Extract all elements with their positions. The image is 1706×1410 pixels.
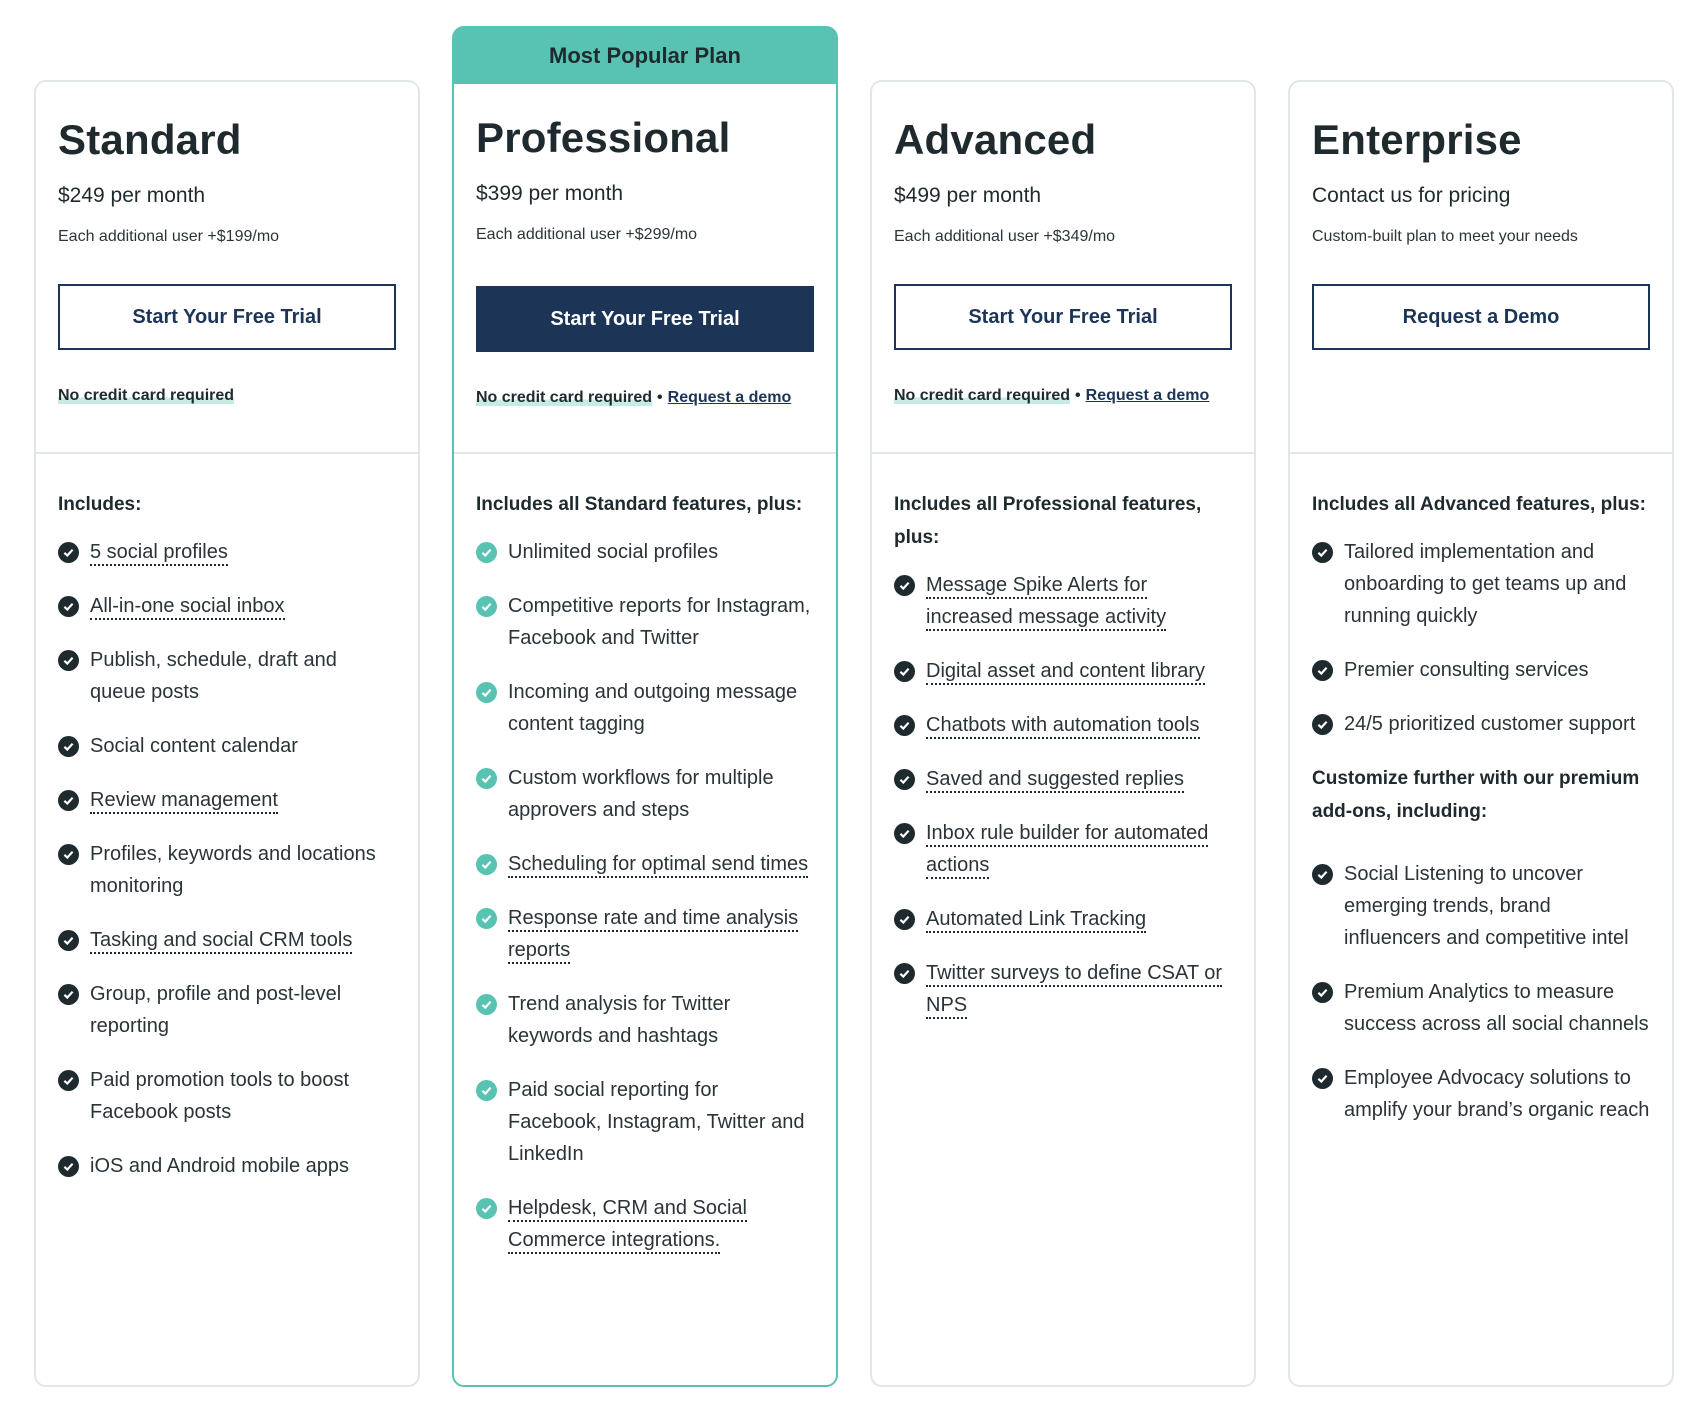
- check-icon: [58, 736, 79, 757]
- feature-item: Incoming and outgoing message content tagging: [476, 676, 814, 740]
- addon-item: Social Listening to uncover emerging trends, brand influencers and competitive intel: [1312, 858, 1650, 954]
- no-credit-card-text: No credit card required: [894, 387, 1071, 404]
- check-icon: [58, 984, 79, 1005]
- feature-list: [58, 536, 396, 1182]
- feature-item[interactable]: Scheduling for optimal send times: [476, 848, 814, 880]
- feature-item: iOS and Android mobile apps: [58, 1150, 396, 1182]
- plan-description: Custom-built plan to meet your needs: [1312, 228, 1578, 245]
- check-icon: [894, 963, 915, 984]
- check-icon: [894, 823, 915, 844]
- separator-dot: •: [1075, 387, 1081, 404]
- plan-features: [454, 454, 836, 1256]
- feature-item[interactable]: Review management: [58, 784, 396, 816]
- start-free-trial-button[interactable]: Start Your Free Trial: [58, 284, 396, 350]
- check-icon: [894, 575, 915, 596]
- plan-header: [1290, 82, 1672, 452]
- request-demo-link[interactable]: Request a demo: [1085, 387, 1210, 404]
- no-credit-card-text: No credit card required: [476, 389, 653, 406]
- plan-header: [36, 82, 418, 452]
- check-icon: [894, 661, 915, 682]
- plan-card-standard: [34, 80, 420, 1387]
- includes-title: Includes all Professional features, plus:: [894, 494, 1202, 548]
- feature-item[interactable]: 5 social profiles: [58, 536, 396, 568]
- feature-item[interactable]: Twitter surveys to define CSAT or NPS: [894, 957, 1232, 1021]
- check-icon: [58, 650, 79, 671]
- addon-item: Employee Advocacy solutions to amplify your brand’s organic reach: [1312, 1062, 1650, 1126]
- check-icon: [894, 769, 915, 790]
- feature-item: Tailored implementation and onboarding to get teams up and running quickly: [1312, 536, 1650, 632]
- feature-item[interactable]: Helpdesk, CRM and Social Commerce integrations.: [476, 1192, 814, 1256]
- plan-price: $249 per month: [58, 184, 206, 207]
- check-icon: [476, 1198, 497, 1219]
- feature-list: [894, 569, 1232, 1021]
- plan-card-professional: [452, 26, 838, 1387]
- plan-card-enterprise: [1288, 80, 1674, 1387]
- feature-item: Publish, schedule, draft and queue posts: [58, 644, 396, 708]
- includes-title: Includes all Standard features, plus:: [476, 494, 803, 515]
- includes-title: Includes all Advanced features, plus:: [1312, 494, 1647, 515]
- no-credit-card-text: No credit card required: [58, 387, 235, 404]
- feature-item: Unlimited social profiles: [476, 536, 814, 568]
- check-icon: [476, 682, 497, 703]
- check-icon: [1312, 660, 1333, 681]
- addons-title: Customize further with our premium add-ons, including:: [1312, 768, 1640, 822]
- plan-name: Standard: [58, 116, 242, 163]
- plan-features: [1290, 454, 1672, 1126]
- plan-card-advanced: [870, 80, 1256, 1387]
- request-demo-link[interactable]: Request a demo: [667, 389, 792, 406]
- plan-note: [894, 387, 1209, 405]
- plan-price: $399 per month: [476, 182, 624, 205]
- addon-list: [1312, 858, 1650, 1126]
- check-icon: [476, 542, 497, 563]
- plan-features: [872, 454, 1254, 1021]
- feature-item: Social content calendar: [58, 730, 396, 762]
- check-icon: [1312, 714, 1333, 735]
- feature-item: Premier consulting services: [1312, 654, 1650, 686]
- feature-item[interactable]: Tasking and social CRM tools: [58, 924, 396, 956]
- separator-dot: •: [657, 389, 663, 406]
- start-free-trial-button[interactable]: Start Your Free Trial: [476, 286, 814, 352]
- plan-note: [476, 389, 791, 407]
- feature-item[interactable]: Digital asset and content library: [894, 655, 1232, 687]
- check-icon: [58, 844, 79, 865]
- check-icon: [1312, 1068, 1333, 1089]
- check-icon: [476, 908, 497, 929]
- check-icon: [476, 1080, 497, 1101]
- check-icon: [1312, 864, 1333, 885]
- feature-item[interactable]: Automated Link Tracking: [894, 903, 1232, 935]
- plan-header: [454, 84, 836, 452]
- plan-price: $499 per month: [894, 184, 1042, 207]
- feature-item[interactable]: All-in-one social inbox: [58, 590, 396, 622]
- plan-features: [36, 454, 418, 1182]
- plan-price: Contact us for pricing: [1312, 184, 1511, 207]
- check-icon: [1312, 982, 1333, 1003]
- check-icon: [894, 715, 915, 736]
- addon-item: Premium Analytics to measure success across all social channels: [1312, 976, 1650, 1040]
- check-icon: [58, 596, 79, 617]
- feature-item: 24/5 prioritized customer support: [1312, 708, 1650, 740]
- feature-item[interactable]: Saved and suggested replies: [894, 763, 1232, 795]
- check-icon: [58, 1070, 79, 1091]
- additional-user-price: Each additional user +$199/mo: [58, 228, 280, 245]
- feature-item: Paid social reporting for Facebook, Instagram, Twitter and LinkedIn: [476, 1074, 814, 1170]
- plan-name: Professional: [476, 114, 731, 161]
- feature-list: [1312, 536, 1650, 740]
- request-demo-button[interactable]: Request a Demo: [1312, 284, 1650, 350]
- feature-item: Custom workflows for multiple approvers and steps: [476, 762, 814, 826]
- includes-title: Includes:: [58, 494, 142, 515]
- feature-item: Group, profile and post-level reporting: [58, 978, 396, 1042]
- feature-item: Paid promotion tools to boost Facebook posts: [58, 1064, 396, 1128]
- additional-user-price: Each additional user +$349/mo: [894, 228, 1116, 245]
- check-icon: [476, 596, 497, 617]
- check-icon: [58, 790, 79, 811]
- check-icon: [58, 930, 79, 951]
- feature-item: Trend analysis for Twitter keywords and hashtags: [476, 988, 814, 1052]
- plan-name: Enterprise: [1312, 116, 1522, 163]
- plan-note: [58, 387, 234, 405]
- check-icon: [894, 909, 915, 930]
- feature-item[interactable]: Message Spike Alerts for increased message activity: [894, 569, 1232, 633]
- check-icon: [476, 854, 497, 875]
- most-popular-banner: Most Popular Plan: [454, 28, 836, 84]
- feature-item: Competitive reports for Instagram, Facebook and Twitter: [476, 590, 814, 654]
- feature-item[interactable]: Response rate and time analysis reports: [476, 902, 814, 966]
- feature-list: [476, 536, 814, 1256]
- check-icon: [58, 1156, 79, 1177]
- feature-item[interactable]: Chatbots with automation tools: [894, 709, 1232, 741]
- check-icon: [1312, 542, 1333, 563]
- check-icon: [476, 768, 497, 789]
- plan-header: [872, 82, 1254, 452]
- feature-item[interactable]: Inbox rule builder for automated actions: [894, 817, 1232, 881]
- additional-user-price: Each additional user +$299/mo: [476, 226, 698, 243]
- plan-name: Advanced: [894, 116, 1097, 163]
- feature-item: Profiles, keywords and locations monitoring: [58, 838, 396, 902]
- check-icon: [58, 542, 79, 563]
- check-icon: [476, 994, 497, 1015]
- start-free-trial-button[interactable]: Start Your Free Trial: [894, 284, 1232, 350]
